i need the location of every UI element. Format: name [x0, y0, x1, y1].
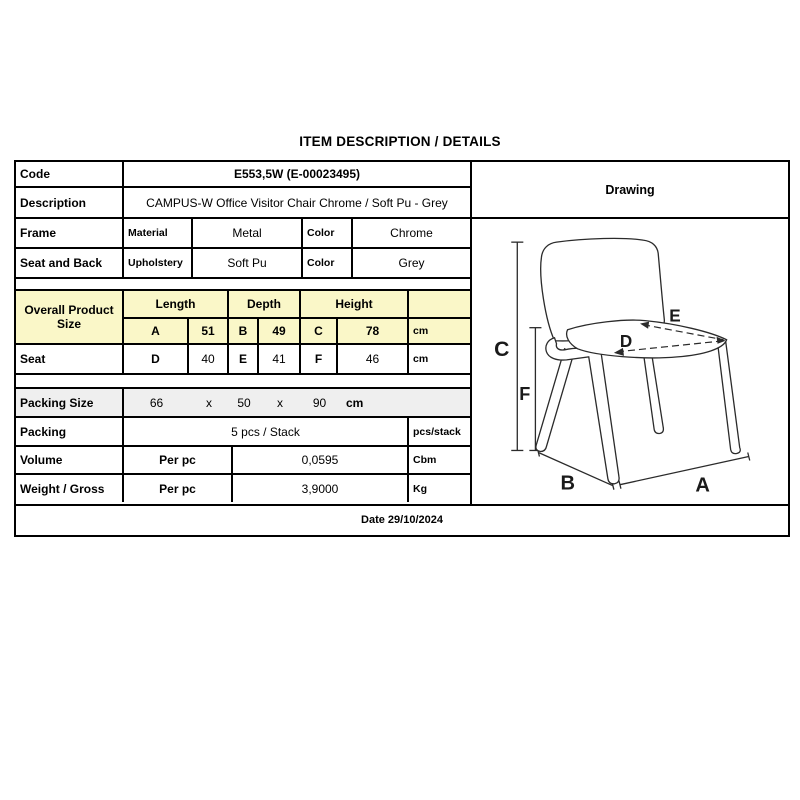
table-main-area [16, 162, 788, 504]
dim-b-key: B [229, 319, 259, 343]
packing-size-width: 50 [237, 395, 251, 410]
spacer-row-2 [16, 375, 470, 389]
dim-label-e: E [669, 306, 681, 326]
seat-size-unit: cm [413, 353, 429, 365]
date-row: Date 29/10/2024 [16, 504, 788, 535]
packing-unit: pcs/stack [413, 425, 461, 438]
chair-front-right-leg [718, 341, 741, 454]
item-details-table [14, 160, 790, 537]
packing-size-values [124, 389, 470, 416]
overall-size-grid [124, 291, 470, 343]
frame-color-label: Color [303, 219, 353, 247]
weight-basis: Per pc [124, 475, 233, 502]
height-header: Height [301, 291, 409, 317]
dim-f-key: F [301, 345, 338, 373]
dim-f-value: 46 [338, 345, 409, 373]
dim-d-key: D [124, 345, 189, 373]
volume-row [16, 447, 470, 475]
chair-back-right-leg [644, 357, 663, 434]
overall-size-section [16, 291, 470, 345]
dim-c-value: 78 [338, 319, 409, 343]
description-value: CAMPUS-W Office Visitor Chair Chrome / Soft Pu - Grey [146, 195, 448, 210]
seat-size-row [16, 345, 470, 375]
size-header-row [124, 291, 470, 319]
depth-header: Depth [229, 291, 301, 317]
dim-label-c: C [494, 337, 510, 361]
spec-columns [16, 162, 472, 504]
page-title: ITEM DESCRIPTION / DETAILS [299, 134, 501, 149]
code-label: Code [16, 162, 124, 186]
packing-size-row [16, 389, 470, 418]
dim-a-value: 51 [189, 319, 229, 343]
dimension-line-a [619, 452, 750, 488]
dimension-line-b [537, 448, 613, 489]
dim-b-value: 49 [259, 319, 301, 343]
packing-size-height: 90 [312, 395, 327, 410]
seat-back-row [16, 249, 470, 279]
weight-unit: Kg [413, 482, 427, 495]
chair-back-left-leg [536, 349, 574, 452]
dim-d-value: 40 [189, 345, 229, 373]
dim-label-b: B [560, 472, 576, 495]
chair-drawing [472, 219, 788, 504]
frame-material-value: Metal [193, 219, 303, 247]
packing-value: 5 pcs / Stack [124, 418, 409, 445]
volume-basis: Per pc [124, 447, 233, 473]
seat-back-color-label: Color [303, 249, 353, 277]
length-header: Length [124, 291, 229, 317]
frame-label: Frame [16, 219, 124, 247]
dim-e-value: 41 [259, 345, 301, 373]
packing-size-label: Packing Size [16, 389, 124, 416]
packing-row [16, 418, 470, 447]
spacer-row [16, 279, 470, 291]
seat-size-label: Seat [16, 345, 124, 373]
dim-label-d: D [619, 331, 633, 351]
drawing-panel [472, 162, 788, 504]
dim-e-key: E [229, 345, 259, 373]
dim-label-f: F [519, 384, 531, 405]
seat-back-color-value: Grey [398, 256, 425, 270]
description-row [16, 188, 470, 219]
frame-row [16, 219, 470, 249]
packing-size-x1: x [206, 395, 212, 410]
packing-size-unit: cm [346, 395, 364, 410]
volume-label: Volume [16, 447, 124, 473]
weight-label: Weight / Gross [16, 475, 124, 502]
packing-size-length: 66 [149, 395, 164, 410]
upholstery-value: Soft Pu [193, 249, 303, 277]
overall-size-unit: cm [413, 325, 429, 337]
size-values-row [124, 319, 470, 343]
dim-a-key: A [124, 319, 189, 343]
frame-color-value: Chrome [390, 226, 433, 240]
seat-back-label: Seat and Back [16, 249, 124, 277]
size-header-empty-cell [409, 291, 470, 317]
weight-value: 3,9000 [233, 475, 409, 502]
packing-label: Packing [16, 418, 124, 445]
chair-drawing-svg [472, 219, 788, 504]
code-value: E553,5W (E-00023495) [233, 167, 361, 181]
dim-c-key: C [301, 319, 338, 343]
volume-unit: Cbm [413, 454, 437, 466]
drawing-header: Drawing [472, 162, 788, 219]
description-label: Description [16, 188, 124, 217]
overall-size-label: Overall Product Size [16, 291, 124, 343]
volume-value: 0,0595 [233, 447, 409, 473]
code-row [16, 162, 470, 188]
dimension-line-c [511, 242, 523, 450]
weight-row [16, 475, 470, 502]
dim-label-a: A [695, 474, 710, 497]
upholstery-label: Upholstery [124, 249, 193, 277]
packing-size-x2: x [277, 395, 283, 410]
frame-material-label: Material [124, 219, 193, 247]
